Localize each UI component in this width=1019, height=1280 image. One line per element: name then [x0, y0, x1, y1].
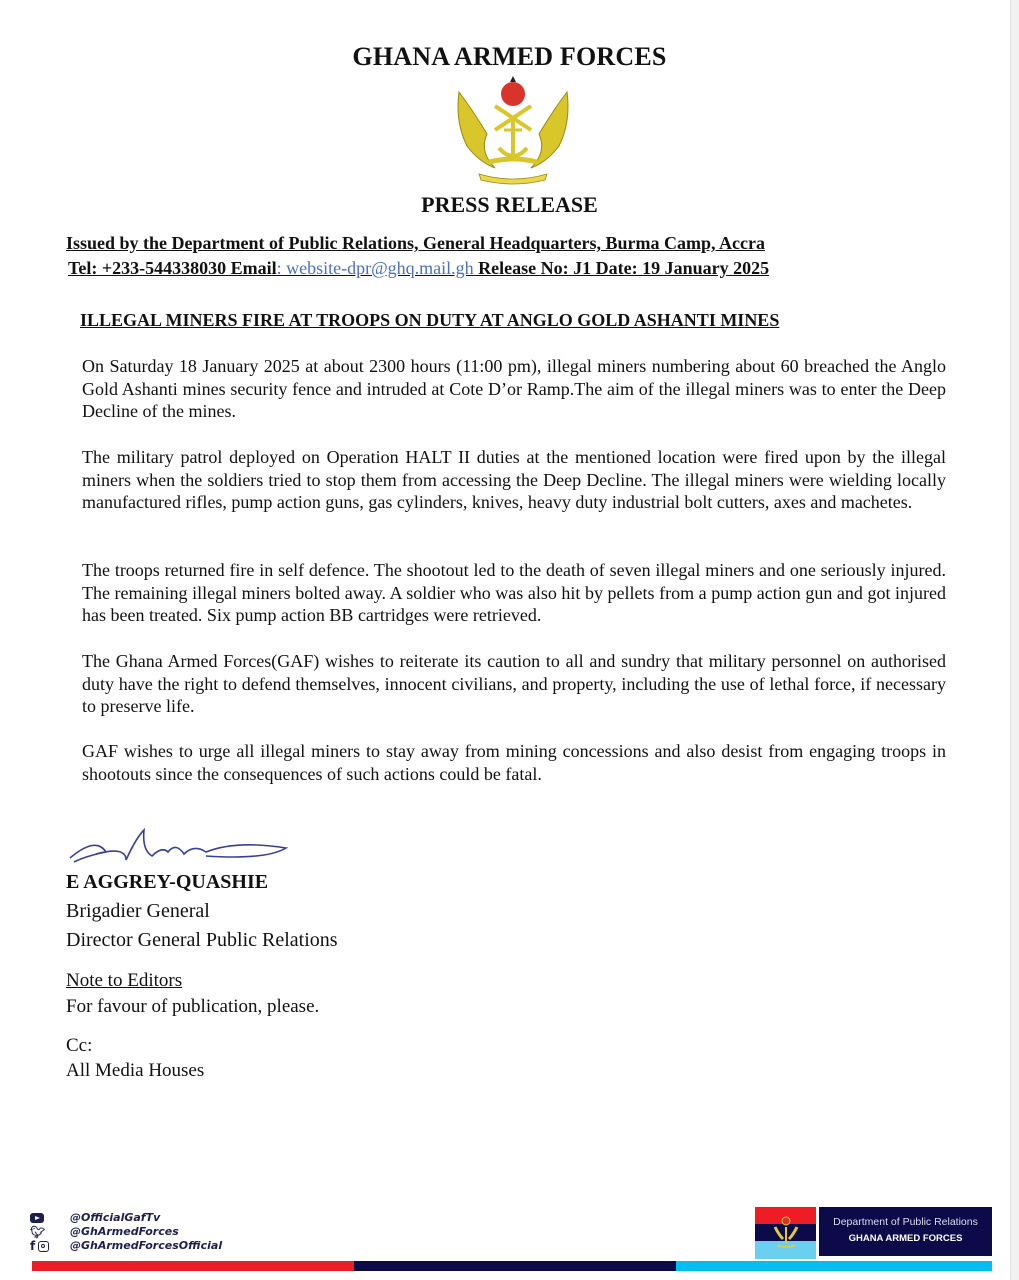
tel-label: Tel: +233-544338030 Email [68, 258, 277, 278]
paragraph: GAF wishes to urge all illegal miners to stay away from mining concessions and also desist from engaging troops in shootouts since the consequences of such actions could be fatal. [82, 741, 946, 784]
twitter-icon: 🐦︎ [30, 1225, 46, 1239]
ghana-armed-forces-crest-icon [449, 72, 577, 188]
press-release-heading: PRESS RELEASE [421, 192, 598, 217]
signature-icon [66, 826, 296, 868]
twitter-handle: @GhArmedForces [70, 1225, 179, 1238]
signatory-title: Director General Public Relations [66, 929, 338, 951]
footer-bar-red [32, 1261, 354, 1271]
headline: ILLEGAL MINERS FIRE AT TROOPS ON DUTY AT ANGLO GOLD ASHANTI MINES [80, 310, 780, 330]
cc-value: All Media Houses [66, 1060, 205, 1081]
instagram-icon [38, 1241, 49, 1252]
release-info: Release No: J1 Date: 19 January 2025 [473, 258, 770, 278]
paragraph: The military patrol deployed on Operation HALT II duties at the mentioned location were fired upon by the illegal miners when the soldiers tried to stop them from accessing the Deep Decline. The illegal miners were wielding locally manufactured rifles, pump action guns, gas cylinders, knives, heavy duty industrial bolt cutters, axes and machetes. [82, 447, 946, 512]
youtube-icon [30, 1213, 44, 1223]
department-name: Department of Public Relations [833, 1216, 978, 1228]
facebook-instagram-handle: @GhArmedForcesOfficial [70, 1239, 223, 1252]
signatory-rank: Brigadier General [66, 900, 210, 922]
footer-flag-emblem [755, 1207, 816, 1259]
signatory-name: E AGGREY-QUASHIE [66, 871, 269, 893]
department-badge [819, 1207, 992, 1256]
youtube-handle: @OfficialGafTv [70, 1211, 161, 1224]
note-to-editors-heading: Note to Editors [66, 970, 183, 991]
facebook-icon: f [30, 1239, 36, 1253]
organization-title: GHANA ARMED FORCES [352, 42, 667, 71]
department-org: GHANA ARMED FORCES [848, 1233, 963, 1244]
social-youtube [30, 1211, 222, 1225]
paragraph: The Ghana Armed Forces(GAF) wishes to reiterate its caution to all and sundry that military personnel on authorised duty have the right to defend themselves, innocent civilians, and property, including the use of lethal force, if necessary to preserve life. [82, 651, 946, 716]
emblem-icon [773, 1215, 799, 1251]
note-to-editors-text: For favour of publication, please. [66, 996, 320, 1017]
footer-bar-navy [354, 1261, 676, 1271]
social-twitter [30, 1225, 222, 1239]
paragraph: On Saturday 18 January 2025 at about 2300 hours (11:00 pm), illegal miners numbering about 60 breached the Anglo Gold Ashanti mines security fence and intruded at Cote D’or Ramp.The aim of the illegal miners was to enter the Deep Decline of the mines. [82, 356, 946, 421]
social-facebook-instagram [30, 1239, 222, 1253]
email-link[interactable]: : website-dpr@ghq.mail.gh [276, 258, 474, 278]
footer-bar-cyan [676, 1261, 992, 1271]
contact-line [68, 258, 769, 279]
issued-by-line: Issued by the Department of Public Relations, General Headquarters, Burma Camp, Accra [66, 233, 765, 253]
cc-label: Cc: [66, 1035, 93, 1056]
paragraph: The troops returned fire in self defence. The shootout led to the death of seven illegal miners and one seriously injured. The remaining illegal miners bolted away. A soldier who was also hit by pellets from a pump action gun and got injured has been treated. Six pump action BB cartridges were retrieved. [82, 560, 946, 625]
social-handles [30, 1211, 222, 1253]
